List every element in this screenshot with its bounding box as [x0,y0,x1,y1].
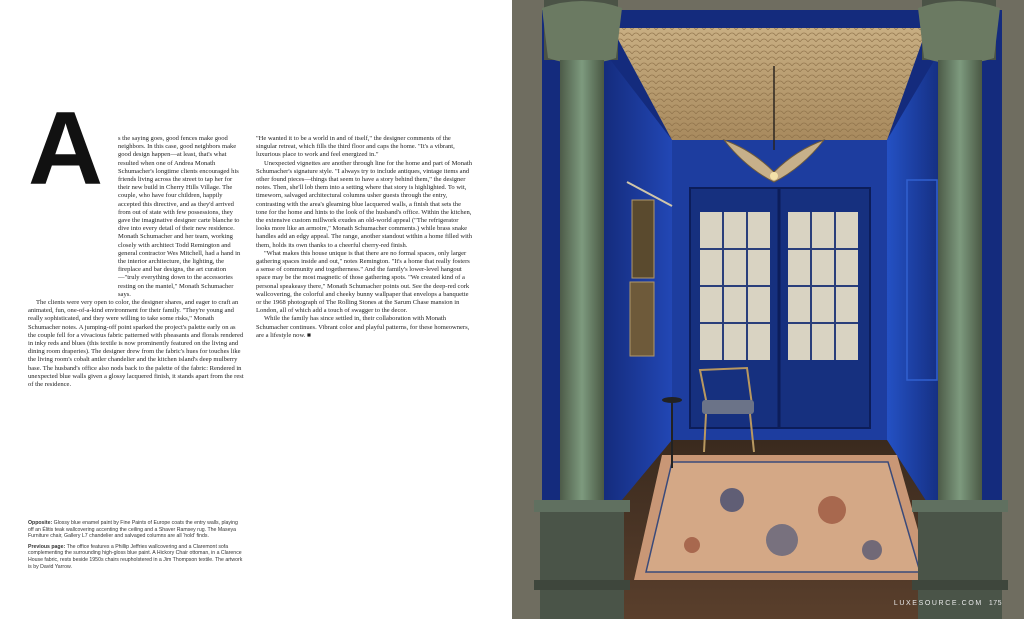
paragraph: While the family has since settled in, their collaboration with Monath Schumacher continues. Vibrant color and playful patterns, for these homeowners, are a lifestyle now. ■ [256,315,470,339]
photo-captions [28,520,243,574]
paragraph: The clients were very open to color, the designer shares, and eager to craft an animated, fun, one-of-a-kind environment for their family. "They're young and really sophisticated, and they were willing to take some risks," Monath Schumacher notes. A jumping-off point sparked the project's palette early on as the couple fell for a vivacious fabric patterned with pheasants and florals rendered in inky reds and blues (this textile is now prominently featured on the living and dining room draperies). The designer drew from the fabric's hues for touches like the living room's cobalt antler chandelier and the kitchen island's deep mulberry base. The husband's office also nods back to the palette of the fabric: Rendered in unexpected blue walls given a glossy lacquered finish, it stands apart from the rest of the residence. [28,299,244,389]
artwork-upper [632,200,654,278]
paragraph: Unexpected vignettes are another through line for the home and part of Monath Schumacher's signature style. "I always try to include antiques, vintage items and other found pieces—things that seem to have a story behind them," the designer notes. Then, she'll lob them into a setting where that story is highlighted. To wit, timeworn, salvaged architectural columns usher guests through the entry, contrasting with the area's gleaming blue lacquered walls, a finish that sets the tone for the home and hints to the look of the husband's office. Within the kitchen, the extensive custom millwork exudes an old-world appeal ("The refrigerator looks more like an armoire," Monath Schumacher comments.) while brass snake handles add an edgy appeal. The range, another standout within a home filled with them, holds its own thanks to a cheerful cherry-red finish. [256,159,473,249]
page-footer [894,600,1002,607]
french-door-left [700,212,770,360]
drop-cap: A [28,91,104,207]
site-url: LUXESOURCE.COM [893,600,983,607]
caption-opposite: Opposite: Glossy blue enamel paint by Fine Paints of Europe coats the entry walls, playing off an Élitis teak wallcovering accenting the ceiling and a Shaver Ramsey rug. The Maseya Furniture chair, Gallery L7 chandelier and salvaged columns are all ‘hold’ finds. [28,520,238,540]
caption-previous: Previous page: The office features a Phillip Jeffries wallcovering and a Claremont sofa complementing the surrounding high-gloss blue paint. A Hickory Chair ottoman, in a Clarence House fabric, rests beside 1950s chairs reupholstered in a Jim Thompson textile. The artwork is by David Yarrow. [28,543,243,570]
rug [634,455,932,580]
artwork-lower [630,282,654,356]
french-door-right [788,212,858,360]
paragraph [28,135,245,299]
page-number: 175 [988,600,1002,607]
right-page-photo [512,0,1024,619]
lead-text: s the saying goes, good fences make good neighbors. In this case, good neighbors make good design happen—at least, that's what resulted when one of Andrea Monath Schumacher's longtime clients encouraged his friends living across the street to tap her for their new build in Cherry Hills Village. The couple, who have four children, happily accepted this directive, and as they'd arrived from out of state with few possessions, they gave the imaginative designer carte blanche to dive into every detail of their new residence. Monath Schumacher and her team, working closely with architect Todd Remington and general contractor Wes Mitchell, had a hand in the interior architecture, the lighting, the fireplace and bar designs, the art curation—"truly everything down to the accessories resting on the mantel," Monath Schumacher says. [118,135,241,298]
article-column-1 [28,135,245,389]
article-column-2 [256,135,473,340]
entry-hall-photo [512,0,1024,619]
paragraph: "He wanted it to be a world in and of itself," the designer comments of the singular retreat, which fills the third floor and caps the home. "It's a vibrant, luxurious place to work and feel energized in." [256,135,455,159]
paragraph: "What makes this house unique is that there are no formal spaces, only larger gathering spaces inside and out," notes Remington. "It's a home that really fosters a sense of community and togetherness." And the family's lower-level hangout space may be the most magnetic of those gathering spots. "We created kind of a personal speakeasy there," Monath Schumacher points out. See the deep-red cork wallcovering, the colorful and cheeky bunny wallpaper that envelops a banquette or the 1968 photograph of The Rolling Stones at the Sarum Chase mansion in London, all of which add a touch of swagger to the decor. [256,249,470,315]
